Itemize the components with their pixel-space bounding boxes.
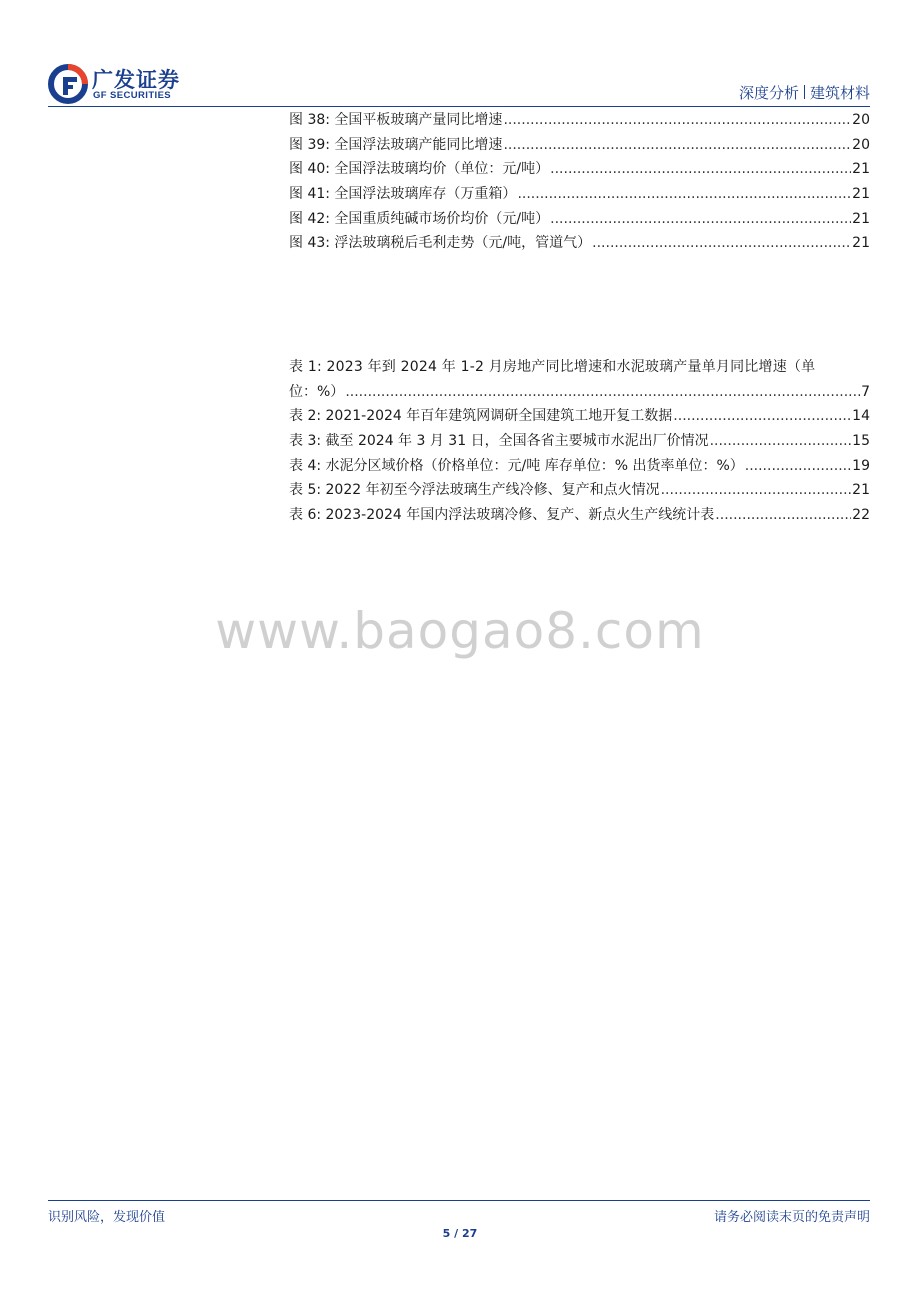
- toc-entry[interactable]: [289, 157, 870, 182]
- toc-entry-title: 图 42: 全国重质纯碱市场价均价（元/吨）: [289, 210, 550, 227]
- dot-leader: [673, 404, 851, 429]
- toc-entry[interactable]: [289, 207, 870, 232]
- toc-entry[interactable]: [289, 454, 870, 479]
- dot-leader: [592, 231, 851, 256]
- toc-entry-page: 20: [852, 136, 870, 153]
- header-divider: [48, 106, 870, 107]
- toc-entry-title: 表 5: 2022 年初至今浮法玻璃生产线冷修、复产和点火情况: [289, 482, 660, 499]
- toc-entry-page: 19: [852, 457, 870, 474]
- dot-leader: [503, 133, 851, 158]
- toc-entry[interactable]: [289, 404, 870, 429]
- toc-entry-page: 7: [861, 383, 870, 400]
- toc-entry-title: 图 40: 全国浮法玻璃均价（单位：元/吨）: [289, 161, 550, 178]
- toc-entry[interactable]: [289, 429, 870, 454]
- toc-entry[interactable]: [289, 478, 870, 503]
- toc-entry-title: 图 43: 浮法玻璃税后毛利走势（元/吨，管道气）: [289, 235, 592, 252]
- gf-logo-icon: [48, 64, 88, 104]
- toc-entry-title: 表 3: 截至 2024 年 3 月 31 日，全国各省主要城市水泥出厂价情况: [289, 433, 709, 450]
- dot-leader: [745, 454, 851, 479]
- toc-entry-page: 14: [852, 408, 870, 425]
- toc-entry-title: 表 2: 2021-2024 年百年建筑网调研全国建筑工地开复工数据: [289, 408, 673, 425]
- footer-slogan: 识别风险，发现价值: [48, 1210, 166, 1225]
- toc-entry-page: 21: [852, 235, 870, 252]
- page-number: 5 / 27: [442, 1227, 478, 1240]
- toc-entry-title: 图 41: 全国浮法玻璃库存（万重箱）: [289, 186, 517, 203]
- category-separator: [804, 85, 805, 99]
- toc-entry-title: 表 1: 2023 年到 2024 年 1-2 月房地产同比增速和水泥玻璃产量单月同比增速（单: [289, 359, 816, 375]
- footer-divider: [48, 1200, 870, 1201]
- logo-chinese-name: 广发证券: [92, 68, 180, 92]
- toc-entry-title: 图 39: 全国浮法玻璃产能同比增速: [289, 136, 503, 153]
- toc-entry-continuation: [289, 380, 870, 405]
- dot-leader: [550, 157, 851, 182]
- dot-leader: [661, 478, 852, 503]
- dot-leader: [710, 429, 852, 454]
- report-category: [739, 82, 870, 103]
- dot-leader: [550, 207, 851, 232]
- toc-entry-title: 表 4: 水泥分区域价格（价格单位：元/吨 库存单位：% 出货率单位：%）: [289, 457, 744, 474]
- toc-entry-page: 20: [852, 112, 870, 128]
- toc-entry[interactable]: [289, 133, 870, 158]
- toc-entry-page: 22: [852, 507, 870, 524]
- logo-english-name: GF SECURITIES: [93, 90, 172, 101]
- page-header: [48, 62, 870, 110]
- watermark: www.baogao8.com: [215, 602, 705, 660]
- toc-entry[interactable]: [289, 108, 870, 133]
- toc-entry-page: 21: [852, 210, 870, 227]
- dot-leader: [715, 503, 851, 528]
- table-index: [289, 355, 870, 528]
- toc-entry-title-cont: 位：%）: [289, 383, 345, 400]
- toc-entry-page: 21: [852, 186, 870, 203]
- sector-label: 建筑材料: [809, 84, 870, 102]
- toc-entry[interactable]: [289, 355, 870, 404]
- toc-entry[interactable]: [289, 231, 870, 256]
- toc-entry[interactable]: [289, 182, 870, 207]
- company-logo: [48, 62, 198, 106]
- toc-entry-page: 21: [852, 161, 870, 178]
- dot-leader: [503, 108, 851, 133]
- report-type-label: 深度分析: [738, 84, 799, 102]
- toc-entry-title: 图 38: 全国平板玻璃产量同比增速: [289, 112, 503, 128]
- toc-entry[interactable]: [289, 503, 870, 528]
- toc-entry-title: 表 6: 2023-2024 年国内浮法玻璃冷修、复产、新点火生产线统计表: [289, 507, 715, 524]
- toc-entry-page: 15: [852, 433, 870, 450]
- dot-leader: [517, 182, 851, 207]
- toc-entry-page: 21: [852, 482, 870, 499]
- figure-index: [289, 108, 870, 256]
- footer-disclaimer-note: 请务必阅读末页的免责声明: [713, 1210, 870, 1225]
- dot-leader: [345, 380, 860, 405]
